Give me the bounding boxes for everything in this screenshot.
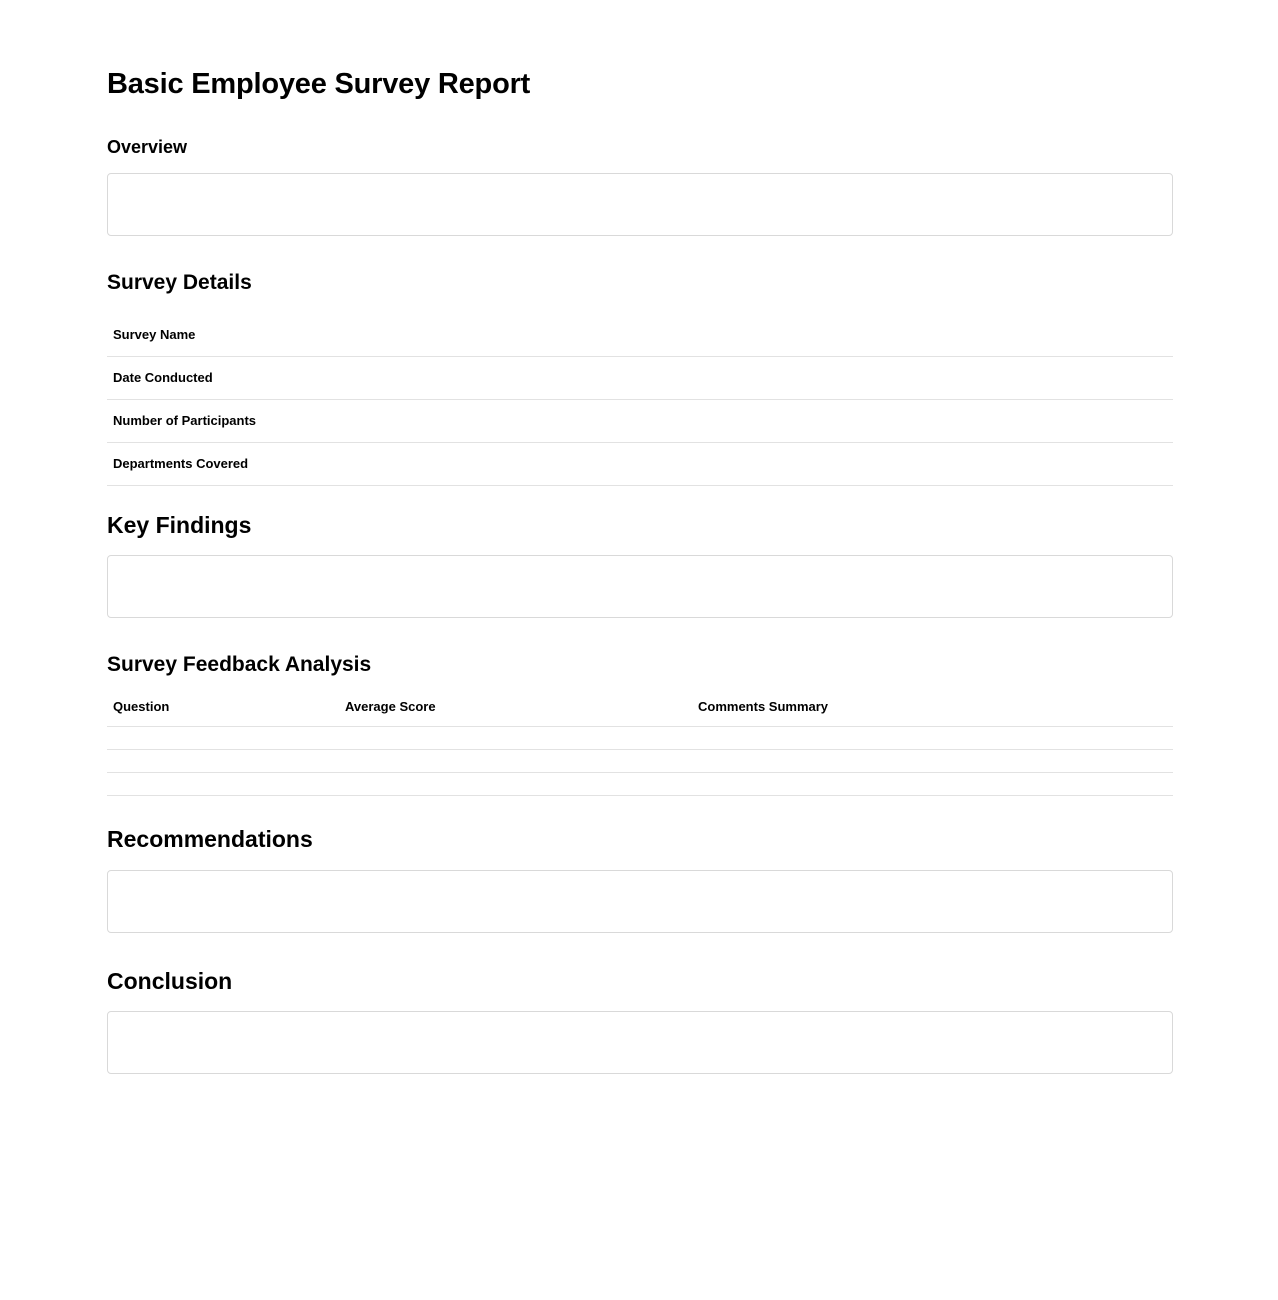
survey-feedback-table	[107, 695, 1173, 796]
cell-average-score[interactable]	[339, 773, 692, 796]
cell-average-score[interactable]	[339, 727, 692, 750]
conclusion-textarea[interactable]	[107, 1011, 1173, 1074]
column-header-comments-summary: Comments Summary	[692, 695, 1173, 726]
page-title: Basic Employee Survey Report	[107, 68, 531, 100]
cell-comments-summary[interactable]	[692, 750, 1173, 773]
cell-comments-summary[interactable]	[692, 773, 1173, 796]
conclusion-heading: Conclusion	[107, 967, 233, 994]
recommendations-textarea[interactable]	[107, 870, 1173, 933]
survey-feedback-analysis-heading: Survey Feedback Analysis	[107, 653, 372, 677]
overview-heading: Overview	[107, 137, 188, 158]
cell-question[interactable]	[107, 750, 339, 773]
table-header-row	[107, 695, 1173, 726]
overview-textarea[interactable]	[107, 173, 1173, 236]
survey-details-heading: Survey Details	[107, 270, 252, 294]
section-key-findings	[107, 512, 1173, 619]
table-row	[107, 356, 1173, 399]
survey-name-label: Survey Name	[107, 313, 1173, 356]
survey-details-table	[107, 313, 1173, 486]
cell-average-score[interactable]	[339, 750, 692, 773]
table-row	[107, 442, 1173, 485]
table-row	[107, 313, 1173, 356]
cell-comments-summary[interactable]	[692, 727, 1173, 750]
section-recommendations	[107, 826, 1173, 933]
column-header-average-score: Average Score	[339, 695, 692, 726]
section-conclusion	[107, 968, 1173, 1075]
cell-question[interactable]	[107, 773, 339, 796]
key-findings-heading: Key Findings	[107, 511, 252, 538]
date-conducted-label: Date Conducted	[107, 356, 1173, 399]
recommendations-heading: Recommendations	[107, 826, 313, 852]
table-row	[107, 750, 1173, 773]
column-header-question: Question	[107, 695, 339, 726]
table-row	[107, 773, 1173, 796]
section-survey-details	[107, 270, 1173, 486]
number-of-participants-label: Number of Participants	[107, 399, 1173, 442]
section-survey-feedback-analysis	[107, 652, 1173, 796]
departments-covered-label: Departments Covered	[107, 442, 1173, 485]
table-row	[107, 399, 1173, 442]
section-overview	[107, 137, 1173, 236]
cell-question[interactable]	[107, 727, 339, 750]
key-findings-textarea[interactable]	[107, 555, 1173, 618]
table-row	[107, 727, 1173, 750]
